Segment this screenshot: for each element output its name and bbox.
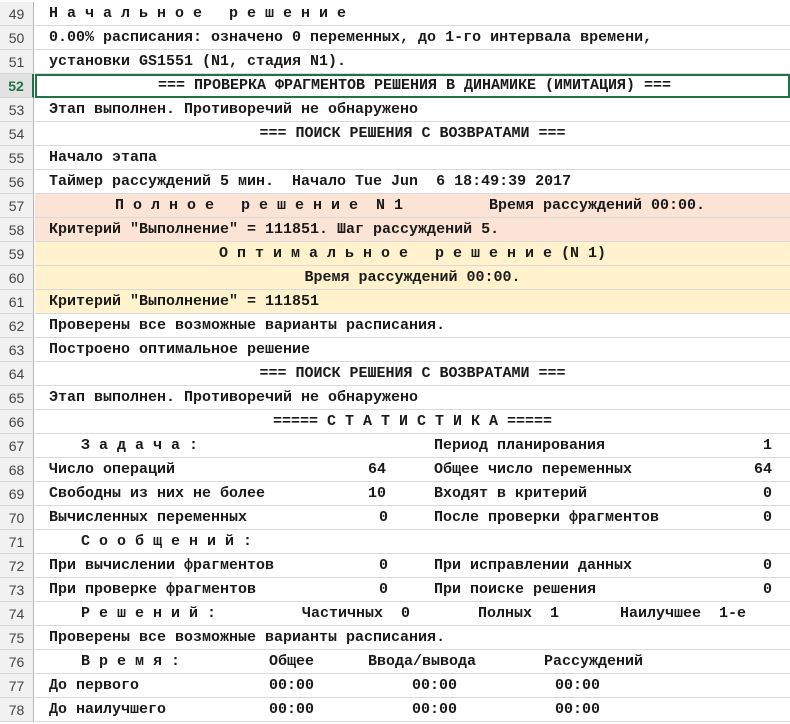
cell-text: П о л н о е р е ш е н и е N 1: [115, 197, 404, 214]
cell[interactable]: [35, 314, 790, 338]
cell-text: Р е ш е н и й :: [81, 605, 217, 622]
cell-text: 0.00% расписания: означено 0 переменных, до 1-го интервала времени,: [49, 29, 653, 46]
cell-text: Этап выполнен. Противоречий не обнаружено: [49, 101, 419, 118]
cell-text: Время рассуждений 00:00.: [304, 269, 521, 286]
cell-text: 00:00: [555, 701, 601, 718]
row-header[interactable]: 53: [0, 98, 34, 122]
sheet-row: [0, 194, 790, 218]
row-header[interactable]: 56: [0, 170, 34, 194]
sheet-row: [0, 458, 790, 482]
cell-text: О п т и м а л ь н о е р е ш е н и е (N 1): [218, 245, 607, 262]
cell-text: При поиске решения: [434, 581, 597, 598]
cell-text: 00:00: [412, 677, 458, 694]
sheet-row: [0, 314, 790, 338]
cell-text: При вычислении фрагментов: [49, 557, 275, 574]
sheet-row: [0, 266, 790, 290]
cell-text: Критерий "Выполнение" = 111851: [49, 293, 320, 310]
row-header[interactable]: 61: [0, 290, 34, 314]
cell[interactable]: [35, 506, 790, 530]
cell-text: Наилучшее 1-е: [620, 605, 747, 622]
cell-text: Число операций: [49, 461, 176, 478]
cell-text: 00:00: [269, 701, 315, 718]
sheet-row: [0, 410, 790, 434]
cell[interactable]: [35, 458, 790, 482]
cell-text: Начало этапа: [49, 149, 158, 166]
sheet-row: [0, 122, 790, 146]
cell[interactable]: [35, 674, 790, 698]
cell-text: Таймер рассуждений 5 мин. Начало Tue Jun 6 18:49:39 2017: [49, 173, 572, 190]
cell-text: 64: [368, 461, 387, 478]
cell-text: 64: [754, 461, 773, 478]
cell-text: Вычисленных переменных: [49, 509, 248, 526]
cell-text: При проверке фрагментов: [49, 581, 257, 598]
cell[interactable]: [35, 26, 790, 50]
cell[interactable]: [35, 434, 790, 458]
row-header[interactable]: 50: [0, 26, 34, 50]
cell[interactable]: [35, 530, 790, 554]
cell-text: 0: [379, 509, 389, 526]
cell[interactable]: [35, 338, 790, 362]
row-header[interactable]: 65: [0, 386, 34, 410]
row-header[interactable]: 63: [0, 338, 34, 362]
row-header[interactable]: 67: [0, 434, 34, 458]
sheet-row: [0, 698, 790, 722]
cell-text: Построено оптимальное решение: [49, 341, 311, 358]
selected-cell[interactable]: [35, 74, 790, 98]
row-header[interactable]: 73: [0, 578, 34, 602]
sheet-row: [0, 386, 790, 410]
cell-text: 0: [379, 581, 389, 598]
row-header[interactable]: 55: [0, 146, 34, 170]
sheet-row: [0, 578, 790, 602]
sheet-row: [0, 290, 790, 314]
row-header[interactable]: 74: [0, 602, 34, 626]
cell-text: Частичных 0: [302, 605, 411, 622]
cell[interactable]: [35, 362, 790, 386]
cell[interactable]: [35, 650, 790, 674]
cell[interactable]: [35, 50, 790, 74]
row-header[interactable]: 59: [0, 242, 34, 266]
cell-text: 00:00: [555, 677, 601, 694]
cell-text: 0: [763, 485, 773, 502]
cell-text: Полных 1: [478, 605, 560, 622]
cell-text: 1: [763, 437, 773, 454]
row-header[interactable]: 62: [0, 314, 34, 338]
cell-text: Общее: [269, 653, 315, 670]
cell[interactable]: [35, 698, 790, 722]
cell[interactable]: [35, 290, 790, 314]
sheet-row: [0, 506, 790, 530]
cell[interactable]: [35, 146, 790, 170]
cell-text: 10: [368, 485, 387, 502]
cell-text: При исправлении данных: [434, 557, 633, 574]
sheet-row: [0, 50, 790, 74]
row-header[interactable]: 69: [0, 482, 34, 506]
row-header[interactable]: 71: [0, 530, 34, 554]
sheet-row: [0, 530, 790, 554]
cell-text: 00:00: [412, 701, 458, 718]
cell[interactable]: [35, 242, 790, 266]
cell-text: Входят в критерий: [434, 485, 588, 502]
cell-text: 0: [763, 509, 773, 526]
sheet-row: [0, 146, 790, 170]
cell-text: 0: [763, 581, 773, 598]
cell-text: Н а ч а л ь н о е р е ш е н и е: [49, 5, 347, 22]
cell[interactable]: [35, 2, 790, 26]
cell-text: В р е м я :: [81, 653, 181, 670]
row-header[interactable]: 68: [0, 458, 34, 482]
cell[interactable]: [35, 554, 790, 578]
cell[interactable]: [35, 170, 790, 194]
row-header[interactable]: 77: [0, 674, 34, 698]
cell-text: Проверены все возможные варианты расписания.: [49, 317, 446, 334]
sheet-row: [0, 602, 790, 626]
cell[interactable]: [35, 122, 790, 146]
cell-text: === ПРОВЕРКА ФРАГМЕНТОВ РЕШЕНИЯ В ДИНАМИКЕ (ИМИТАЦИЯ) ===: [157, 77, 672, 94]
sheet-row: [0, 218, 790, 242]
cell-text: З а д а ч а :: [81, 437, 199, 454]
cell-text: установки GS1551 (N1, стадия N1).: [49, 53, 347, 70]
sheet-row: [0, 482, 790, 506]
cell[interactable]: [35, 602, 790, 626]
sheet-row: [0, 338, 790, 362]
sheet-row: [0, 674, 790, 698]
cell-text: ===== С Т А Т И С Т И К А =====: [272, 413, 553, 430]
row-header[interactable]: 78: [0, 698, 34, 722]
row-header[interactable]: 60: [0, 266, 34, 290]
cell-text: Критерий "Выполнение" = 111851. Шаг рассуждений 5.: [49, 221, 500, 238]
row-header[interactable]: 64: [0, 362, 34, 386]
cell-text: С о о б щ е н и й :: [81, 533, 253, 550]
sheet-row: [0, 2, 790, 26]
cell-text: Этап выполнен. Противоречий не обнаружено: [49, 389, 419, 406]
cell-text: Период планирования: [434, 437, 606, 454]
cell[interactable]: [35, 410, 790, 434]
row-header[interactable]: 76: [0, 650, 34, 674]
cell-text: 0: [763, 557, 773, 574]
cell[interactable]: [35, 386, 790, 410]
cell[interactable]: [35, 194, 790, 218]
row-header[interactable]: 51: [0, 50, 34, 74]
row-header-active[interactable]: 52: [0, 74, 34, 98]
row-header[interactable]: 54: [0, 122, 34, 146]
sheet-row: [0, 650, 790, 674]
row-header[interactable]: 72: [0, 554, 34, 578]
row-header[interactable]: 75: [0, 626, 34, 650]
cell-text: Ввода/вывода: [368, 653, 477, 670]
cell-text: === ПОИСК РЕШЕНИЯ С ВОЗВРАТАМИ ===: [259, 125, 566, 142]
sheet-row: [0, 434, 790, 458]
sheet-row: [0, 362, 790, 386]
cell-text: Проверены все возможные варианты расписания.: [49, 629, 446, 646]
cell-text: После проверки фрагментов: [434, 509, 660, 526]
row-header[interactable]: 66: [0, 410, 34, 434]
cell-text: Время рассуждений 00:00.: [489, 197, 706, 214]
sheet-row: [0, 554, 790, 578]
cell-text: Свободны из них не более: [49, 485, 266, 502]
row-header[interactable]: 49: [0, 2, 34, 26]
cell-text: Общее число переменных: [434, 461, 633, 478]
cell-text: === ПОИСК РЕШЕНИЯ С ВОЗВРАТАМИ ===: [259, 365, 566, 382]
sheet-row: [0, 170, 790, 194]
cell-text: До первого: [49, 677, 140, 694]
row-header[interactable]: 70: [0, 506, 34, 530]
cell-text: До наилучшего: [49, 701, 167, 718]
cell[interactable]: [35, 626, 790, 650]
sheet-row-selected: [0, 74, 790, 98]
sheet-row: [0, 98, 790, 122]
cell[interactable]: [35, 98, 790, 122]
cell[interactable]: [35, 578, 790, 602]
sheet-row: [0, 626, 790, 650]
row-header[interactable]: 57: [0, 194, 34, 218]
sheet-row: [0, 242, 790, 266]
cell-text: 0: [379, 557, 389, 574]
cell[interactable]: [35, 482, 790, 506]
row-header[interactable]: 58: [0, 218, 34, 242]
cell[interactable]: [35, 266, 790, 290]
cell-text: 00:00: [269, 677, 315, 694]
cell-text: Рассуждений: [544, 653, 644, 670]
cell[interactable]: [35, 218, 790, 242]
sheet-row: [0, 26, 790, 50]
